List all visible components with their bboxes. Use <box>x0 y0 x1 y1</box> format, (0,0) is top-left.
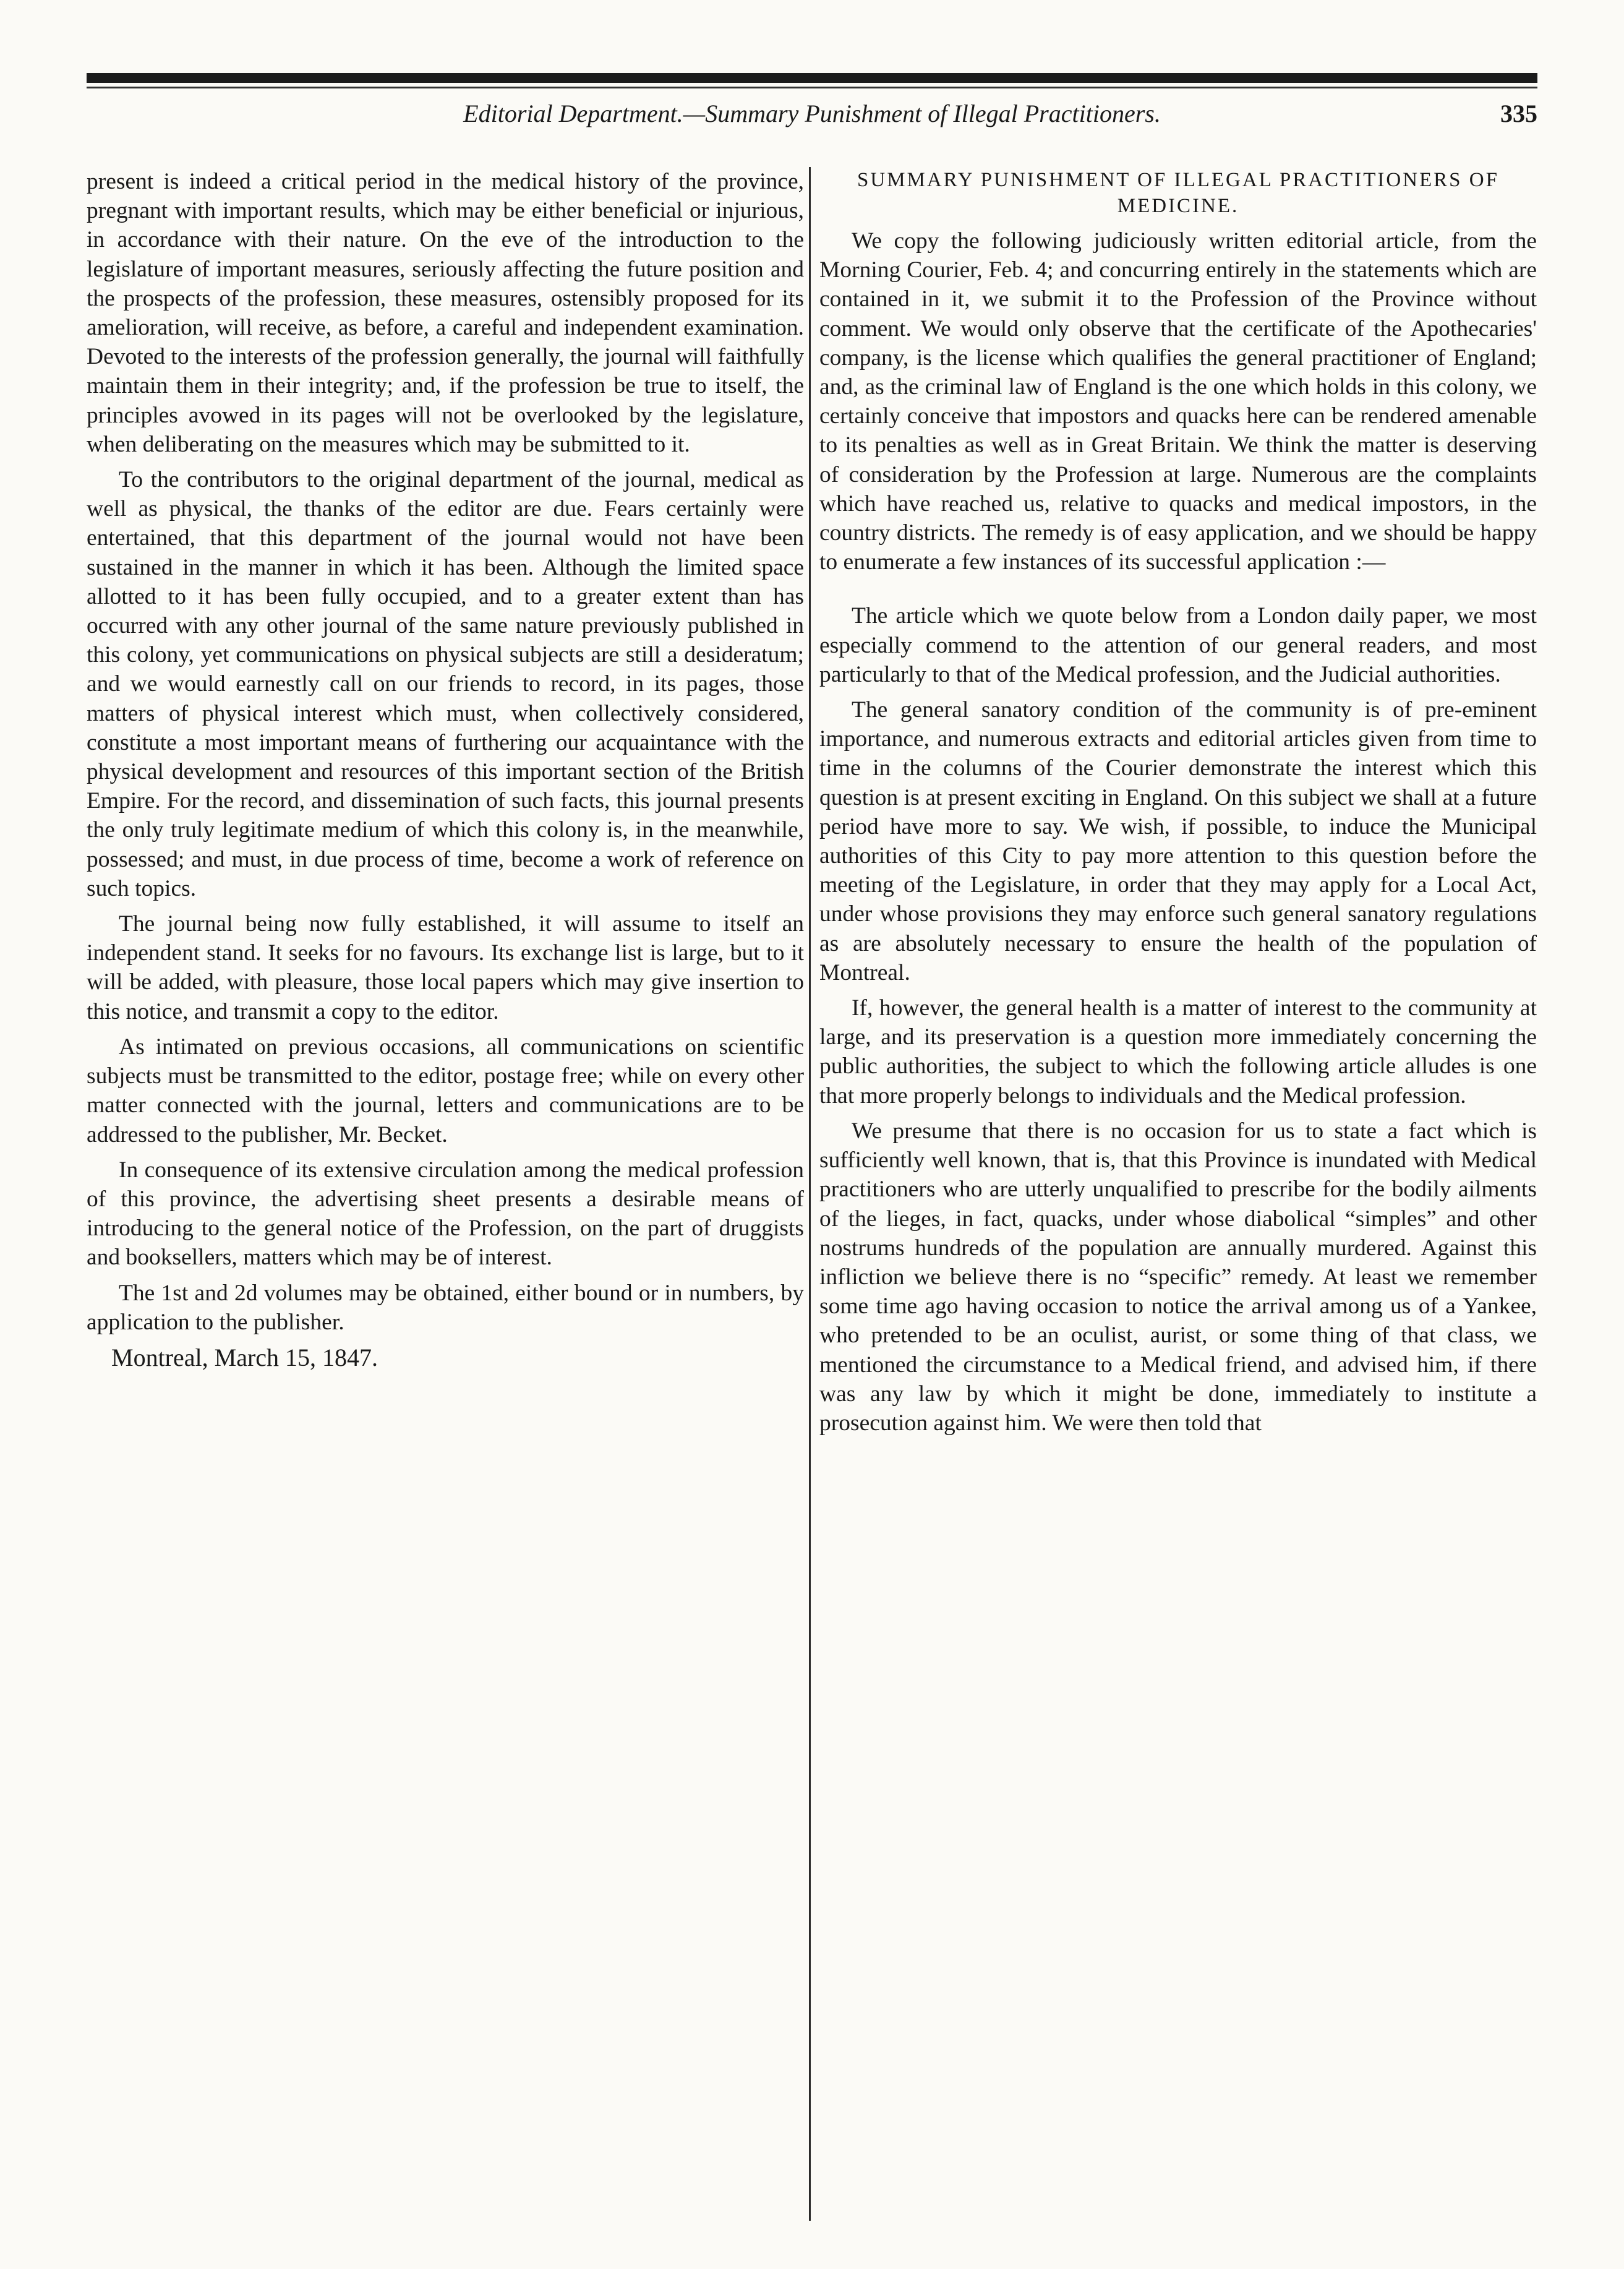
left-paragraph-6: The 1st and 2d volumes may be obtained, either bound or in numbers, by application to the publisher. <box>87 1280 804 1335</box>
left-paragraph-5: In consequence of its extensive circulation among the medical profession of this province, the advertising sheet presents a desirable means of introducing to the general notice of the Profession, on the part of druggists and booksellers, matters which may be of interest. <box>87 1157 804 1271</box>
right-paragraph-1: We copy the following judiciously written editorial article, from the Morning Courier, Feb. 4; and concurring entirely in the statements which are contained in it, we submit it to the Profession of the Province without comment. We would only observe that the certificate of the Apothecaries' company, is the license which qualifies the general practitioner of England; and, as the criminal law of England is the one which holds in this colony, we certainly conceive that impostors and quacks here can be rendered amenable to its penalties as well as in Great Britain. We think the matter is deserving of consideration by the Profession at large. Numerous are the complaints which have reached us, relative to quacks and medical impostors, in the country districts. The remedy is of easy application, and we should be happy to enumerate a few instances of its successful application :— <box>819 228 1537 575</box>
page-number: 335 <box>1500 100 1537 127</box>
header-thin-rule <box>87 87 1537 88</box>
right-paragraph-5: We presume that there is no occasion for us to state a fact which is sufficiently well known, that is, that this Province is inundated with Medical practitioners who are utterly unqualified to prescribe for the bodily ailments of the lieges, in fact, quacks, under whose diabolical “simples” and other nostrums hundreds of the population are annually murdered. Against this infliction we believe there is no “specific” remedy. At least we remember some time ago having occasion to notice the arrival among us of a Yankee, who pretended to be an oculist, aurist, or some thing of that class, we mentioned the circumstance to a Medical friend, and advised him, if there was any law by which it might be done, immediately to institute a prosecution against him. We were then told that <box>819 1118 1537 1436</box>
running-head <box>87 99 1537 142</box>
left-paragraph-3: The journal being now fully established, it will assume to itself an independent stand. It seeks for no favours. Its exchange list is large, but to it will be added, with pleasure, those local papers which may give insertion to this notice, and transmit a copy to the editor. <box>87 911 804 1024</box>
column-divider <box>809 167 811 2221</box>
running-head-title: Editorial Department.—Summary Punishment of Illegal Practitioners. <box>463 100 1161 127</box>
paragraph-gap <box>819 583 1537 601</box>
dateline: Montreal, March 15, 1847. <box>111 1343 378 1371</box>
right-paragraph-3: The general sanatory condition of the community is of pre-eminent importance, and numerous extracts and editorial articles given from time to time in the columns of the Courier demonstrate the interest which this question is at present exciting in England. On this subject we shall at a future period have more to say. We wish, if possible, to induce the Municipal authorities of this City to pay more attention to this question before the meeting of the Legislature, in order that they may apply for a Local Act, under whose provisions they may enforce such general sanatory regulations as are absolutely necessary to ensure the health of the population of Montreal. <box>819 697 1537 985</box>
left-paragraph-2: To the contributors to the original department of the journal, medical as well as physical, the thanks of the editor are due. Fears certainly were entertained, that this department of the journal would not have been sustained in the manner in which it has been. Although the limited space allotted to it has been fully occupied, and to a greater extent than has occurred with any other journal of the same nature previously published in this colony, yet communications on physical subjects are still a desideratum; and we would earnestly call on our friends to record, in its pages, those matters of physical interest which must, when collectively considered, constitute a most important means of furthering our acquaintance with the physical development and resources of this important section of the British Empire. For the record, and dissemination of such facts, this journal presents the only truly legitimate medium of which this colony is, in the meanwhile, possessed; and must, in due process of time, become a work of reference on such topics. <box>87 467 804 901</box>
right-paragraph-2: The article which we quote below from a London daily paper, we most especially commend to the attention of our general readers, and most particularly to that of the Medical profession, and the Judicial authorities. <box>819 603 1537 687</box>
article-heading: SUMMARY PUNISHMENT OF ILLEGAL PRACTITIONERS OF MEDICINE. <box>857 169 1499 217</box>
right-column <box>819 167 1537 2227</box>
left-paragraph-4: As intimated on previous occasions, all communications on scientific subjects must be transmitted to the editor, postage free; while on every other matter connected with the journal, letters and communications are to be addressed to the publisher, Mr. Becket. <box>87 1034 804 1147</box>
left-column <box>87 167 804 2227</box>
left-paragraph-1: present is indeed a critical period in the medical history of the province, pregnant with important results, which may be either beneficial or injurious, in accordance with their nature. On the eve of the introduction to the legislature of important measures, seriously affecting the future position and the prospects of the profession, these measures, ostensibly proposed for its amelioration, will receive, as before, a careful and independent examination. Devoted to the interests of the profession generally, the journal will faithfully maintain them in their integrity; and, if the profession be true to itself, the principles avowed in its pages will not be overlooked by the legislature, when deliberating on the measures which may be submitted to it. <box>87 169 804 457</box>
header-thick-rule <box>87 73 1537 83</box>
right-paragraph-4: If, however, the general health is a matter of interest to the community at large, and its preservation is a question more immediately concerning the public authorities, the subject to which the following article alludes is one that more properly belongs to individuals and the Medical profession. <box>819 995 1537 1109</box>
